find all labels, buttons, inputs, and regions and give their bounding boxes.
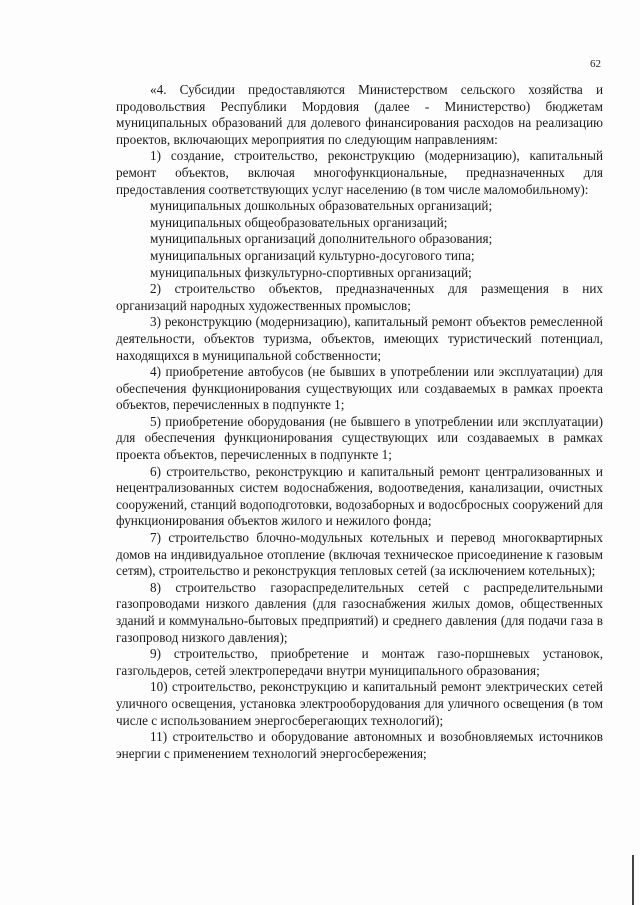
paragraph-item-7: 7) строительство блочно-модульных котельных и перевод многоквартирных домов на индивидуальное отопление (включая техническое присоединение к газовым сетям), строительство и реконструкция тепловых сетей (за исключением котельных); bbox=[116, 530, 603, 579]
paragraph-item-9: 9) строительство, приобретение и монтаж газо-поршневых установок, газгольдеров, сетей электропередачи внутри муниципального образования; bbox=[116, 646, 603, 678]
list-line-general-education: муниципальных общеобразовательных организаций; bbox=[150, 214, 448, 230]
paragraph-item-3: 3) реконструкцию (модернизацию), капитальный ремонт объектов ремесленной деятельности, объектов туризма, объектов, имеющих туристический потенциал, находящихся в муниципальной собственности; bbox=[116, 314, 603, 363]
paragraph-item-4: 4) приобретение автобусов (не бывших в употреблении или эксплуатации) для обеспечения функционирования существующих или создаваемых в рамках проекта объектов, перечисленных в подпункте 1; bbox=[116, 364, 603, 413]
paragraph-item-8: 8) строительство газораспределительных сетей с распределительными газопроводами низкого давления (для газоснабжения жилых домов, общественных зданий и коммунально-бытовых предприятий) и среднего давления (для подачи газа в газопровод низкого давления); bbox=[116, 579, 603, 645]
list-line-preschool: муниципальных дошкольных образовательных организаций; bbox=[150, 198, 493, 214]
document-body bbox=[116, 82, 603, 762]
paragraph-item-11: 11) строительство и оборудование автономных и возобновляемых источников энергии с применением технологий энергосбережения; bbox=[116, 729, 603, 761]
scan-edge-mark bbox=[632, 855, 634, 905]
paragraph-item-2: 2) строительство объектов, предназначенных для размещения в них организаций народных художественных промыслов; bbox=[116, 281, 603, 313]
list-line-additional-education: муниципальных организаций дополнительного образования; bbox=[150, 231, 493, 247]
paragraph-intro: «4. Субсидии предоставляются Министерством сельского хозяйства и продовольствия Республики Мордовия (далее - Министерство) бюджетам муниципальных образований для долевого финансирования расходов на реализацию проектов, включающих мероприятия по следующим направлениям: bbox=[116, 82, 603, 147]
paragraph-item-5: 5) приобретение оборудования (не бывшего в употреблении или эксплуатации) для обеспечения функционирования существующих или создаваемых в рамках проекта объектов, перечисленных в подпункте 1; bbox=[116, 413, 603, 463]
list-line-cultural: муниципальных организаций культурно-досугового типа; bbox=[150, 247, 475, 263]
paragraph-item-1: 1) создание, строительство, реконструкцию (модернизацию), капитальный ремонт объектов, включая многофункциональные, предназначенных для предоставления соответствующих услуг населению (в том числе маломобильному): bbox=[116, 148, 603, 197]
list-line-sports: муниципальных физкультурно-спортивных организаций; bbox=[150, 264, 472, 280]
page-number: 62 bbox=[590, 58, 601, 70]
paragraph-item-6: 6) строительство, реконструкцию и капитальный ремонт централизованных и нецентрализованных систем водоснабжения, водоотведения, канализации, очистных сооружений, станций водоподготовки, водозаборных и водосбросных сооружений для функционирования объектов жилого и нежилого фонда; bbox=[116, 463, 603, 529]
paragraph-item-10: 10) строительство, реконструкцию и капитальный ремонт электрических сетей уличного освещения, установка электрооборудования для уличного освещения (в том числе с использованием энергосберегающих технологий); bbox=[116, 679, 603, 728]
